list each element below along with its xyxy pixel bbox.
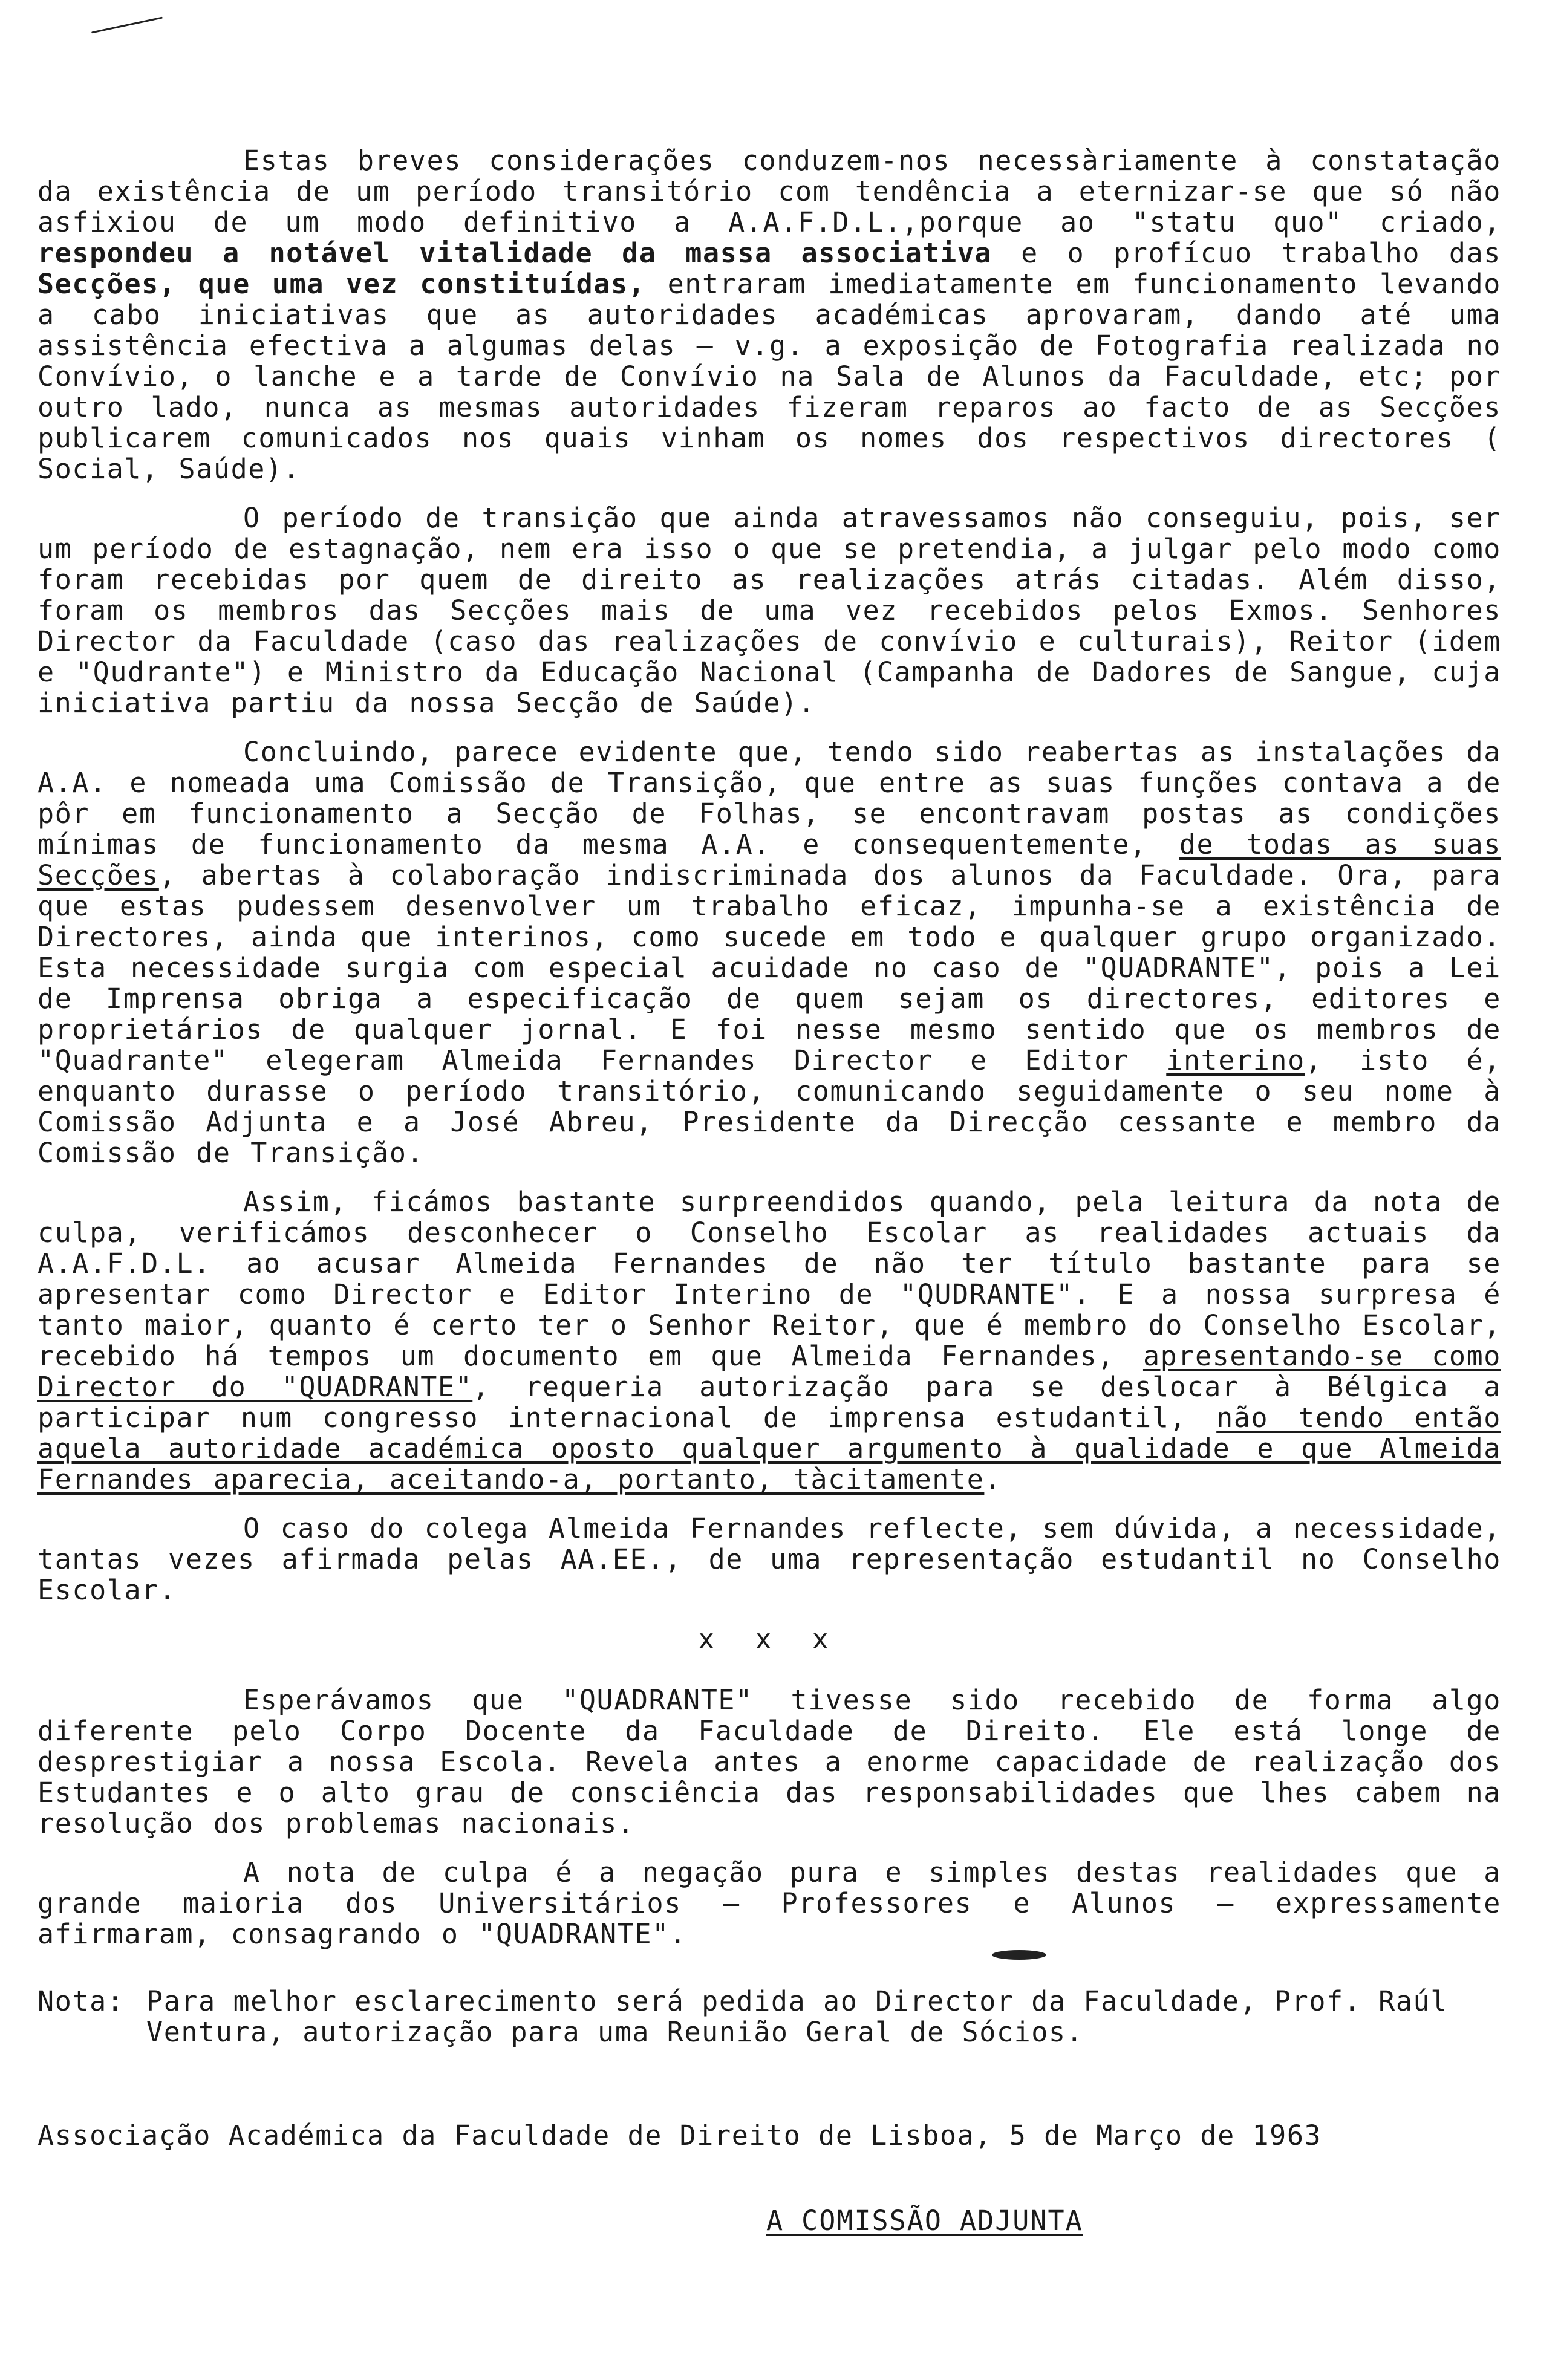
text-segment: . — [984, 1463, 1002, 1495]
text-underline: de todas as suas Secções — [37, 828, 1501, 891]
text-segment: e o profícuo trabalho das — [992, 237, 1502, 269]
paragraph-p7 — [37, 1857, 1501, 1949]
document-body — [37, 145, 1501, 2236]
paragraph-p1 — [37, 145, 1501, 484]
paragraph-p3 — [37, 736, 1501, 1168]
closing-paragraphs — [37, 1685, 1501, 1949]
text-segment: entraram imediatamente em funcionamento levando a cabo iniciativas que as autoridades académicas aprovaram, dando até uma assistência efectiva a algumas delas — v.g. a exposição de Fotografia realizada no Convívio, o lanche e a tarde de Convívio na Sala de Alunos da Faculdade, etc; por outro lado, nunca as mesmas autoridades fizeram reparos ao facto de as Secções publicarem comunicados nos quais vinham os nomes dos respectivos directores ( Social, Saúde). — [37, 268, 1501, 485]
scan-speck — [91, 17, 163, 34]
text-segment: O período de transição que ainda atravessamos não conseguiu, pois, ser um período de estagnação, nem era isso o que se pretendia, a julgar pelo modo como foram recebidas por quem de direito as realizações atrás citadas. Além disso, foram os membros das Secções mais de uma vez recebidos pelos Exmos. Senhores Director da Faculdade (caso das realizações de convívio e culturais), Reitor (idem e "Qudrante") e Ministro da Educação Nacional (Campanha de Dadores de Sangue, cuja iniciativa partiu da nossa Secção de Saúde). — [37, 502, 1501, 719]
paragraph-p6 — [37, 1685, 1501, 1839]
text-segment: Assim, ficámos bastante surpreendidos quando, pela leitura da nota de culpa, verificámos desconhecer o Conselho Escolar as realidades actuais da A.A.F.D.L. ao acusar Almeida Fernandes de não ter título bastante para se apresentar como Director e Editor Interino de "QUDRANTE". E a nossa surpresa é tanto maior, quanto é certo ter o Senhor Reitor, que é membro do Conselho Escolar, recebido há tempos um documento em que Almeida Fernandes, — [37, 1186, 1501, 1372]
text-underline: interino — [1166, 1044, 1305, 1076]
section-separator: x x x — [698, 1623, 841, 1655]
paragraph-p2 — [37, 502, 1501, 718]
text-segment: , requeria autorização para se deslocar à Bélgica a participar num congresso internacional de imprensa estudantil, — [37, 1371, 1501, 1434]
paragraph-p4 — [37, 1186, 1501, 1495]
text-bold: Secções, que uma vez constituídas, — [37, 268, 646, 300]
text-underline: apresentando-se como Director do "QUADRANTE" — [37, 1340, 1501, 1403]
signoff-line: Associação Académica da Faculdade de Direito de Lisboa, 5 de Março de 1963 — [37, 2119, 1322, 2151]
note-block — [37, 1986, 1501, 2047]
text-segment: , isto é, enquanto durasse o período transitório, comunicando seguidamente o seu nome à Comissão Adjunta e a José Abreu, Presidente da Direcção cessante e membro da Comissão de Transição. — [37, 1044, 1501, 1169]
signature: A COMISSÃO ADJUNTA — [766, 2205, 1083, 2237]
note-label: Nota: — [37, 1985, 125, 2017]
text-segment: Concluindo, parece evidente que, tendo sido reabertas as instalações da A.A. e nomeada uma Comissão de Transição, que entre as suas funções contava a de pôr em funcionamento a Secção de Folhas, se encontravam postas as condições mínimas de funcionamento da mesma A.A. e consequentemente, — [37, 736, 1501, 860]
text-bold: respondeu a notável vitalidade da massa associativa — [37, 237, 992, 269]
text-segment: O caso do colega Almeida Fernandes reflecte, sem dúvida, a necessidade, tantas vezes afirmada pelas AA.EE., de uma representação estudantil no Conselho Escolar. — [37, 1512, 1501, 1606]
main-paragraphs — [37, 145, 1501, 1605]
text-underline: não tendo então aquela autoridade académica oposto qualquer argumento à qualidade e que Almeida Fernandes aparecia, aceitando-a, portanto, tàcitamente — [37, 1402, 1501, 1495]
paragraph-p5 — [37, 1513, 1501, 1605]
text-segment: A nota de culpa é a negação pura e simples destas realidades que a grande maioria dos Universitários — Professores e Alunos — expressamente afirmaram, consagrando o "QUADRANTE". — [37, 1856, 1501, 1950]
note-text: Para melhor esclarecimento será pedida ao Director da Faculdade, Prof. Raúl Ventura, autorização para uma Reunião Geral de Sócios. — [146, 1985, 1448, 2048]
text-segment: Esperávamos que "QUADRANTE" tivesse sido recebido de forma algo diferente pelo Corpo Docente da Faculdade de Direito. Ele está longe de desprestigiar a nossa Escola. Revela antes a enorme capacidade de realização dos Estudantes e o alto grau de consciência das responsabilidades que lhes cabem na resolução dos problemas nacionais. — [37, 1684, 1501, 1839]
text-segment: Estas breves considerações conduzem-nos necessàriamente à constatação da existência de um período transitório com tendência a eternizar-se que só não asfixiou de um modo definitivo a A.A.F.D.L.,porque ao "statu quo" criado, — [37, 145, 1501, 238]
text-segment: , abertas à colaboração indiscriminada dos alunos da Faculdade. Ora, para que estas pudessem desenvolver um trabalho eficaz, impunha-se a existência de Directores, ainda que interinos, como sucede em todo e qualquer grupo organizado. Esta necessidade surgia com especial acuidade no caso de "QUADRANTE", pois a Lei de Imprensa obriga a especificação de quem sejam os directores, editores e proprietários de qualquer jornal. E foi nesse mesmo sentido que os membros de "Quadrante" elegeram Almeida Fernandes Director e Editor — [37, 859, 1501, 1076]
